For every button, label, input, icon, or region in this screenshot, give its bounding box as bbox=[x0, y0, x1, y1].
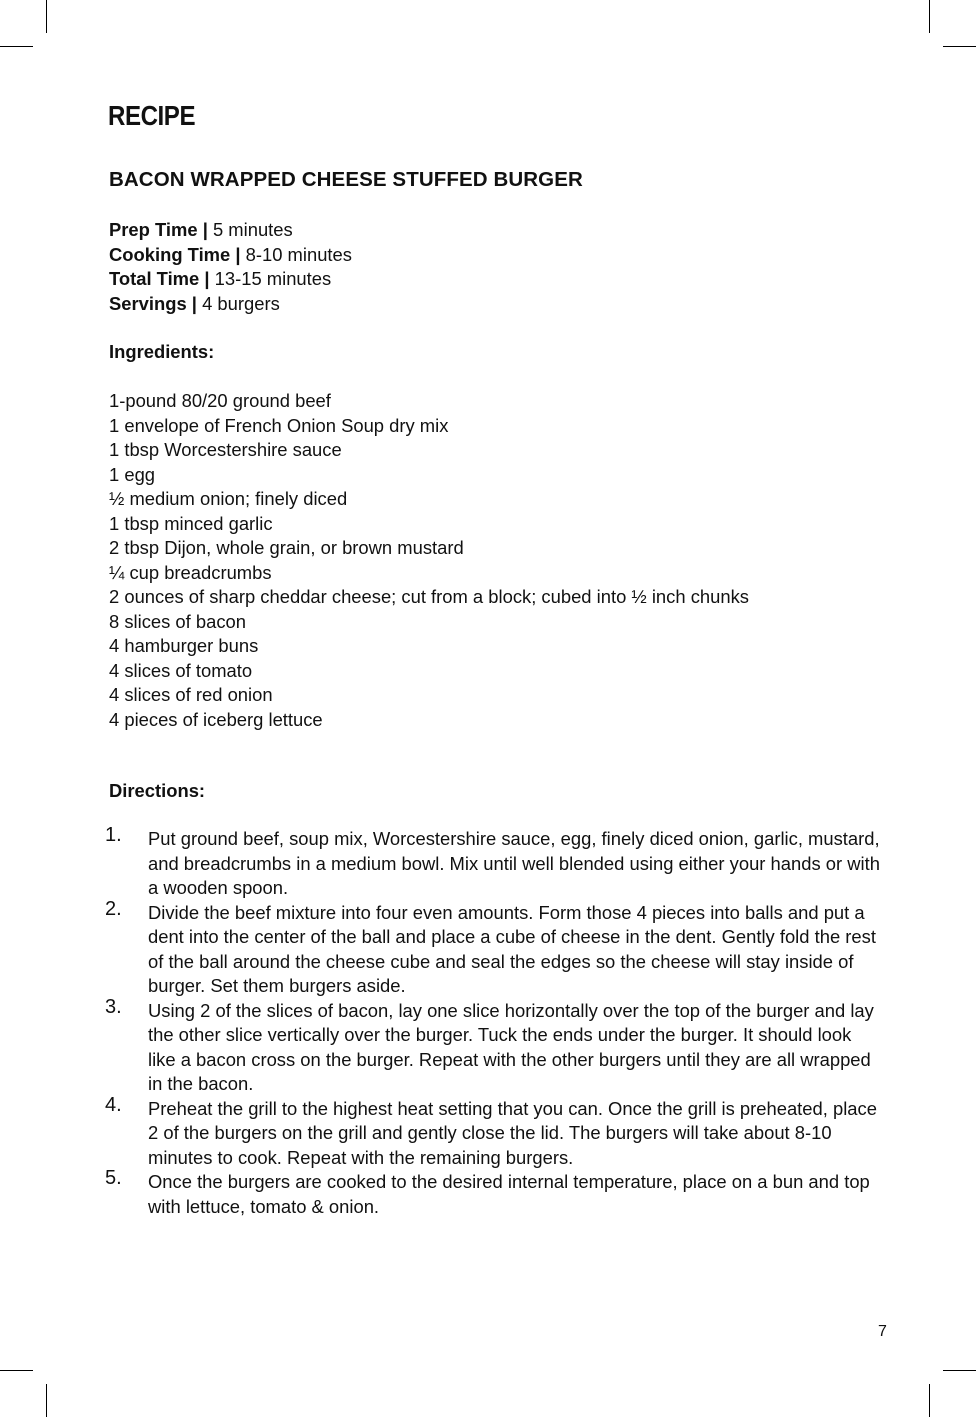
prep-time bbox=[109, 218, 352, 243]
meta-value: 8-10 minutes bbox=[245, 243, 352, 265]
section-header: RECIPE bbox=[108, 100, 196, 131]
list-item: 2 ounces of sharp cheddar cheese; cut from a block; cubed into ½ inch chunks bbox=[109, 586, 749, 607]
direction-step bbox=[105, 824, 880, 901]
meta-value: 4 burgers bbox=[202, 292, 280, 314]
list-item: 1 tbsp Worcestershire sauce bbox=[109, 439, 342, 460]
direction-step bbox=[105, 897, 880, 999]
crop-mark-top-left-v bbox=[46, 0, 47, 33]
list-item: 2 tbsp Dijon, whole grain, or brown mustard bbox=[109, 537, 464, 558]
list-item: 1 tbsp minced garlic bbox=[109, 512, 273, 534]
list-item: 1-pound 80/20 ground beef bbox=[109, 390, 331, 411]
list-item: ½ medium onion; finely diced bbox=[109, 488, 348, 509]
total-time bbox=[109, 267, 352, 292]
list-item: 4 slices of tomato bbox=[109, 659, 253, 681]
meta-label: Total Time | bbox=[109, 268, 210, 289]
step-number: 3. bbox=[105, 995, 122, 1018]
step-number: 4. bbox=[105, 1093, 122, 1116]
meta-label: Prep Time | bbox=[109, 219, 208, 240]
list-item: ¼ cup breadcrumbs bbox=[109, 561, 272, 583]
crop-mark-bottom-left-h bbox=[0, 1370, 33, 1371]
step-number: 1. bbox=[105, 824, 122, 846]
meta-label: Cooking Time | bbox=[109, 243, 241, 265]
ingredients-heading: Ingredients: bbox=[109, 341, 215, 362]
direction-step bbox=[105, 1167, 880, 1219]
crop-mark-top-left-h bbox=[0, 46, 33, 47]
direction-step bbox=[105, 995, 880, 1097]
step-text: Put ground beef, soup mix, Worcestershire sauce, egg, finely diced onion, garlic, mustard, and breadcrumbs in a medium bowl. Mix until well blended using either your hands or with a wooden spoon. bbox=[148, 828, 880, 898]
list-item: 4 hamburger buns bbox=[109, 635, 259, 656]
step-text: Once the burgers are cooked to the desired internal temperature, place on a bun and top with lettuce, tomato & onion. bbox=[148, 1171, 870, 1217]
recipe-title: BACON WRAPPED CHEESE STUFFED BURGER bbox=[109, 168, 583, 191]
direction-step bbox=[105, 1093, 880, 1171]
cooking-time bbox=[109, 243, 352, 268]
page-number: 7 bbox=[878, 1323, 887, 1340]
directions-list bbox=[105, 824, 880, 1219]
ingredients-list bbox=[109, 389, 749, 732]
crop-mark-top-right-v bbox=[929, 0, 930, 33]
crop-mark-bottom-right-v bbox=[929, 1384, 930, 1417]
meta-label: Servings | bbox=[109, 292, 197, 314]
crop-mark-bottom-left-v bbox=[46, 1384, 47, 1417]
meta-value: 13-15 minutes bbox=[214, 268, 332, 289]
crop-mark-top-right-h bbox=[943, 46, 976, 47]
crop-mark-bottom-right-h bbox=[943, 1370, 976, 1371]
recipe-meta bbox=[109, 218, 352, 316]
step-text: Divide the beef mixture into four even amounts. Form those 4 pieces into balls and put a dent into the center of the ball and place a cube of cheese in the dent. Gently fold the rest of the ball around the cheese cube and seal the edges so the cheese will stay inside of burger. Set them burgers aside. bbox=[148, 901, 876, 996]
step-number: 2. bbox=[105, 897, 122, 920]
meta-value: 5 minutes bbox=[212, 219, 293, 240]
step-text: Using 2 of the slices of bacon, lay one slice horizontally over the top of the burger and lay the other slice vertically over the burger. Tuck the ends under the burger. It should look like a bacon cross on the burger. Repeat with the other burgers until they are all wrapped in the bacon. bbox=[148, 999, 874, 1094]
list-item: 1 envelope of French Onion Soup dry mix bbox=[109, 414, 449, 436]
list-item: 4 pieces of iceberg lettuce bbox=[109, 708, 323, 730]
step-number: 5. bbox=[105, 1167, 122, 1189]
directions-heading: Directions: bbox=[109, 780, 206, 801]
list-item: 8 slices of bacon bbox=[109, 610, 246, 632]
step-text: Preheat the grill to the highest heat setting that you can. Once the grill is preheated, place 2 of the burgers on the grill and gently close the lid. The burgers will take about 8-10 minutes to cook. Repeat with the remaining burgers. bbox=[148, 1097, 877, 1168]
list-item: 4 slices of red onion bbox=[109, 684, 273, 705]
list-item: 1 egg bbox=[109, 463, 156, 485]
servings bbox=[109, 292, 352, 317]
